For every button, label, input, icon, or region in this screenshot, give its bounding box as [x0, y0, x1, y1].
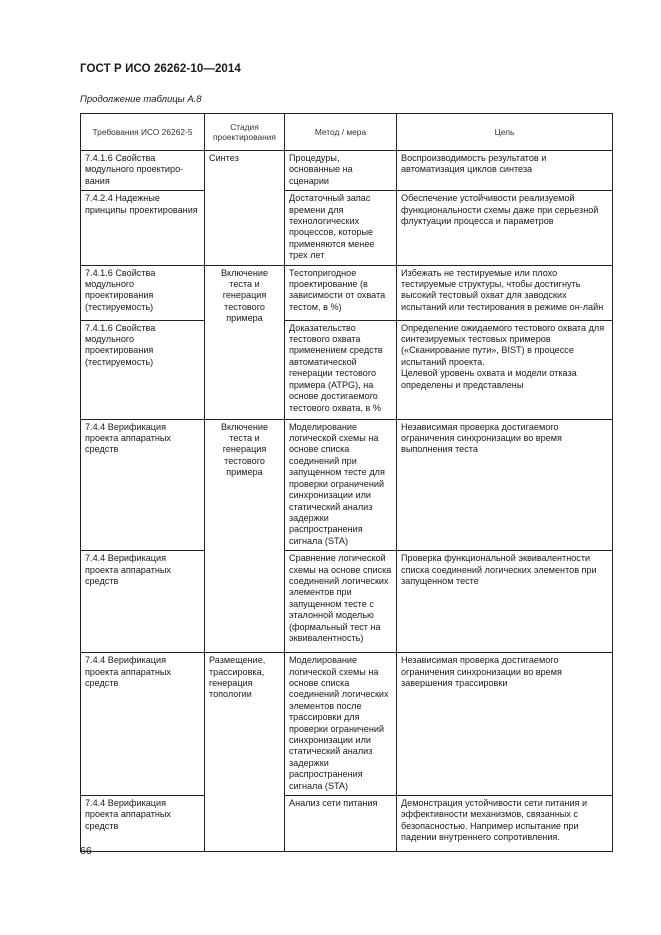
requirements-table	[80, 113, 613, 852]
requirement-cell: 7.4.1.6 Свойства модульного проектирования (тестируемость)	[81, 320, 205, 419]
method-cell: Сравнение логической схемы на основе списка соединений логических элементов при запущенном тесте с эталонной моделью (формальный тест на эквивалентность)	[285, 551, 397, 653]
document-header: ГОСТ Р ИСО 26262-10—2014	[80, 63, 241, 75]
method-cell: Моделирование логической схемы на основе списка соединений логических элементов после трассировки для проверки ограничений синхронизации или статический анализ задержки распространения сигнала (STA)	[285, 653, 397, 796]
method-cell: Анализ сети питания	[285, 796, 397, 852]
column-header-stage: Стадия проектирования	[205, 114, 285, 151]
column-header-requirements: Требования ИСО 26262-5	[81, 114, 205, 151]
goal-text-continued: Целевой уровень охвата и модели отказа определены и представлены	[401, 368, 577, 390]
table-row	[81, 551, 613, 653]
requirement-cell: 7.4.4 Верификация проекта аппаратных средств	[81, 419, 205, 550]
column-header-goal: Цель	[397, 114, 613, 151]
requirement-cell: 7.4.1.6 Свойства модульного проектиро-вания	[81, 151, 205, 191]
table-row	[81, 191, 613, 265]
goal-cell: Проверка функциональной эквивалентности списка соединений логических элементов при запущенном тесте	[397, 551, 613, 653]
stage-cell: Включение теста и генерация тестового примера	[205, 419, 285, 652]
goal-cell: Независимая проверка достигаемого ограничения синхронизации во время выполнения теста	[397, 419, 613, 550]
goal-cell: Воспроизводимость результатов и автоматизация циклов синтеза	[397, 151, 613, 191]
goal-cell: Избежать не тестируемые или плохо тестируемые структуры, чтобы достигнуть высокий тестовый охват для заводских испытаний или тестирования в режиме он-лайн	[397, 265, 613, 320]
method-cell: Доказательство тестового охвата применением средств автоматической генерации тестового примера (ATPG), на основе достигаемого тестового охвата, в %	[285, 320, 397, 419]
table-header-row	[81, 114, 613, 151]
stage-cell: Включение теста и генерация тестового примера	[205, 265, 285, 419]
stage-cell: Размещение, трассировка, генерация топологии	[205, 653, 285, 852]
table-row	[81, 320, 613, 419]
method-cell: Процедуры, основанные на сценарии	[285, 151, 397, 191]
table-row	[81, 419, 613, 550]
table-row	[81, 796, 613, 852]
requirement-cell: 7.4.1.6 Свойства модульного проектирования (тестируемость)	[81, 265, 205, 320]
method-cell: Тестопригодное проектирование (в зависимости от охвата тестом, в %)	[285, 265, 397, 320]
table-row	[81, 265, 613, 320]
requirement-cell: 7.4.4 Верификация проекта аппаратных средств	[81, 551, 205, 653]
goal-cell: Демонстрация устойчивости сети питания и эффективности механизмов, связанных с безопасностью. Например испытание при падении внутреннего сопротивления.	[397, 796, 613, 852]
method-cell: Достаточный запас времени для технологических процессов, которые применяются менее трех лет	[285, 191, 397, 265]
requirement-cell: 7.4.2.4 Надежные принципы проектирования	[81, 191, 205, 265]
goal-cell: Независимая проверка достигаемого ограничения синхронизации во время завершения трассировки	[397, 653, 613, 796]
goal-cell	[397, 320, 613, 419]
requirement-cell: 7.4.4 Верификация проекта аппаратных средств	[81, 796, 205, 852]
stage-cell: Синтез	[205, 151, 285, 266]
table-row	[81, 151, 613, 191]
goal-cell: Обеспечение устойчивости реализуемой функциональности схемы даже при серьезной флуктуации процесса и параметров	[397, 191, 613, 265]
goal-text: Определение ожидаемого тестового охвата для синтезируемых тестовых примеров («Сканирование пути», BIST) в процессе испытаний проекта.	[401, 322, 605, 367]
column-header-method: Метод / мера	[285, 114, 397, 151]
method-cell: Моделирование логической схемы на основе списка соединений при запущенном тесте для проверки ограничений синхронизации или статический анализ задержки распространения сигнала (STA)	[285, 419, 397, 550]
page-number: 66	[80, 845, 92, 857]
table-row	[81, 653, 613, 796]
requirement-cell: 7.4.4 Верификация проекта аппаратных средств	[81, 653, 205, 796]
table-caption: Продолжение таблицы А.8	[80, 94, 202, 105]
